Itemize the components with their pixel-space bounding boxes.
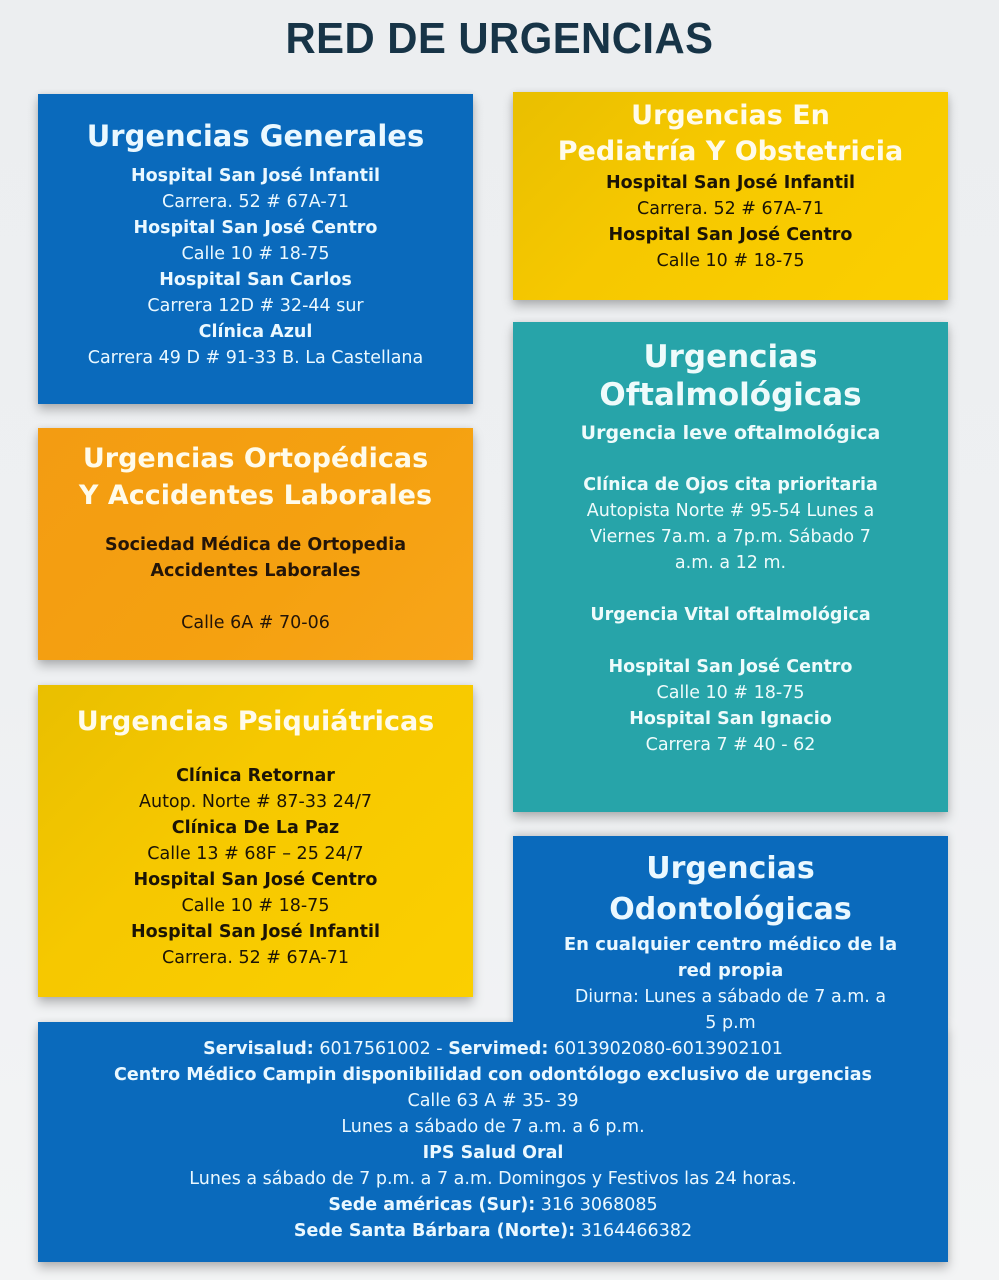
facility-name: Clínica Retornar (176, 766, 335, 786)
facility-name: Hospital San José Infantil (131, 166, 380, 187)
facility-address: Autop. Norte # 87-33 24/7 (139, 792, 372, 812)
facility-address: Calle 6A # 70-06 (181, 613, 330, 633)
facility-address: Carrera. 52 # 67A-71 (637, 199, 824, 219)
card-heading-line: Urgencias (643, 339, 818, 375)
provider-label: Servisalud: (203, 1039, 314, 1059)
facility-detail: a.m. a 12 m. (674, 553, 787, 573)
facility-name: Hospital San José Infantil (606, 173, 855, 193)
card-heading-line: Y Accidentes Laborales (78, 480, 433, 511)
card-urgencias-oftalmologicas (513, 322, 948, 812)
sede-label: Sede américas (Sur): (328, 1195, 536, 1215)
page-title: RED DE URGENCIAS (285, 14, 714, 63)
card-urgencias-generales (38, 94, 473, 404)
facility-name: Hospital San Carlos (159, 270, 352, 291)
card-heading-line: Oftalmológicas (599, 377, 862, 413)
card-heading-line: Pediatría Y Obstetricia (557, 136, 904, 167)
facility-name: Accidentes Laborales (150, 561, 361, 581)
facility-address: Calle 63 A # 35- 39 (407, 1091, 579, 1111)
card-urgencias-odontologicas-bottom (38, 1022, 948, 1262)
facility-address: Carrera 49 D # 91-33 B. La Castellana (87, 348, 424, 369)
facility-address: Carrera 7 # 40 - 62 (645, 735, 816, 755)
facility-hours: Lunes a sábado de 7 a.m. a 6 p.m. (341, 1117, 645, 1137)
schedule: Diurna: Lunes a sábado de 7 a.m. a (574, 987, 887, 1007)
schedule: 5 p.m (705, 1013, 756, 1033)
facility-name: Hospital San Ignacio (629, 709, 832, 729)
card-urgencias-pediatria (513, 92, 948, 300)
card-urgencias-ortopedicas (38, 428, 473, 660)
facility-address: Calle 10 # 18-75 (656, 251, 805, 271)
facility-address: Carrera. 52 # 67A-71 (162, 948, 349, 968)
facility-name: Hospital San José Centro (133, 870, 378, 890)
facility-address: Carrera 12D # 32-44 sur (147, 296, 364, 317)
card-urgencias-odontologicas (513, 836, 948, 1036)
facility-address: Calle 10 # 18-75 (181, 896, 330, 916)
card-heading (38, 440, 473, 514)
section-subheading: Urgencia Vital oftalmológica (590, 605, 871, 625)
facility-detail: Autopista Norte # 95-54 Lunes a (586, 501, 875, 521)
card-heading (513, 98, 948, 170)
card-heading-line: Odontológicas (609, 892, 852, 927)
provider-label: Servimed: (448, 1039, 549, 1059)
facility-detail: Viernes 7a.m. a 7p.m. Sábado 7 (590, 527, 871, 547)
card-heading (513, 338, 948, 414)
sede-phone: 3164466382 (580, 1221, 693, 1241)
phone-line (38, 1192, 948, 1218)
card-heading (513, 848, 948, 930)
phone-line (38, 1218, 948, 1244)
section-subheading: En cualquier centro médico de la (563, 934, 898, 955)
facility-address: Calle 10 # 18-75 (181, 244, 330, 265)
provider-phone: 6013902080-6013902101 (553, 1039, 783, 1059)
facility-name: Sociedad Médica de Ortopedia (104, 535, 407, 555)
facility-name: Hospital San José Infantil (131, 922, 380, 942)
card-heading-line: Urgencias En (631, 100, 830, 131)
card-urgencias-psiquiatricas (38, 685, 473, 997)
section-subheading: Urgencia leve oftalmológica (580, 422, 881, 444)
facility-name: Centro Médico Campin disponibilidad con odontólogo exclusivo de urgencias (114, 1065, 872, 1085)
facility-name: Hospital San José Centro (133, 218, 378, 239)
facility-address: Calle 13 # 68F – 25 24/7 (147, 844, 364, 864)
phone-line (38, 1036, 948, 1062)
card-heading-line: Urgencias Ortopédicas (82, 443, 429, 474)
sede-label: Sede Santa Bárbara (Norte): (293, 1221, 576, 1241)
card-heading-line: Urgencias (646, 851, 815, 886)
facility-hours: Lunes a sábado de 7 p.m. a 7 a.m. Domingos y Festivos las 24 horas. (189, 1169, 797, 1189)
facility-name: Clínica de Ojos cita prioritaria (583, 475, 878, 495)
card-heading: Urgencias Psiquiátricas (76, 706, 435, 737)
facility-address: Calle 10 # 18-75 (656, 683, 805, 703)
section-subheading: red propia (677, 960, 784, 981)
facility-name: IPS Salud Oral (422, 1143, 564, 1163)
facility-name: Hospital San José Centro (608, 657, 853, 677)
facility-name: Hospital San José Centro (608, 225, 853, 245)
facility-name: Clínica De La Paz (171, 818, 340, 838)
sede-phone: 316 3068085 (540, 1195, 658, 1215)
provider-phone: 6017561002 - (319, 1039, 443, 1059)
facility-name: Clínica Azul (198, 322, 313, 343)
facility-address: Carrera. 52 # 67A-71 (162, 192, 349, 213)
card-heading: Urgencias Generales (86, 119, 425, 153)
